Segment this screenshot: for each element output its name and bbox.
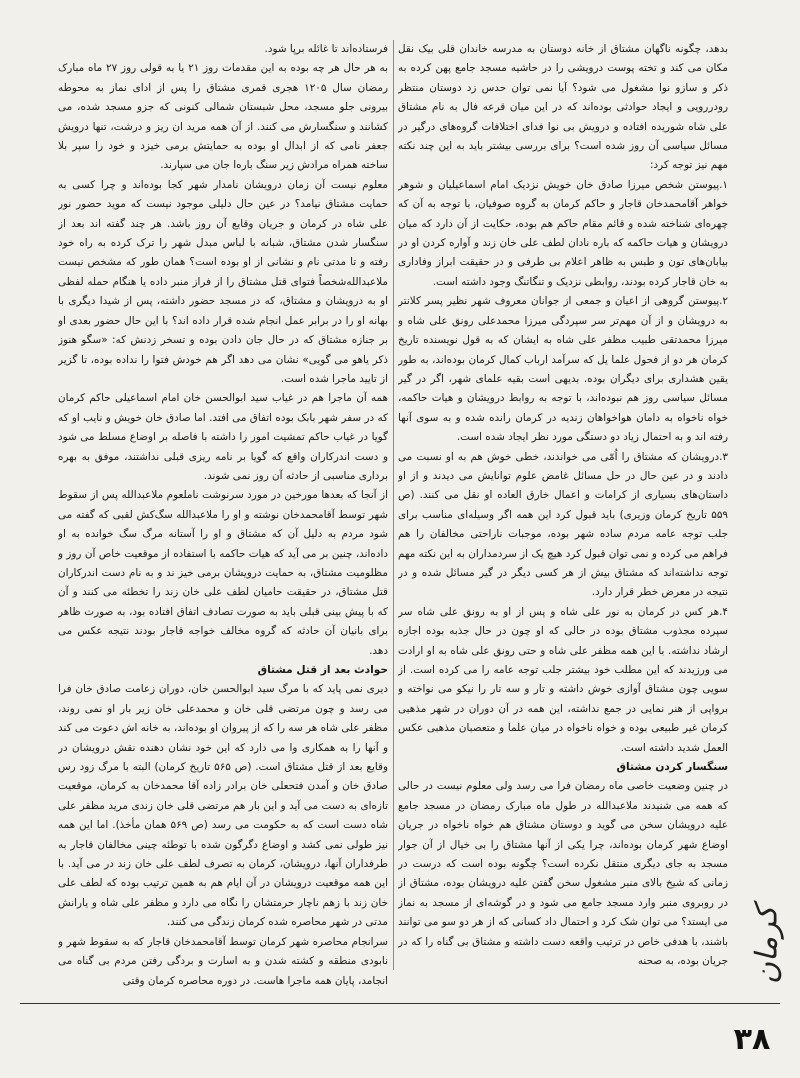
paragraph: ۳.درویشان که مشتاق را اُمّی می خواندند، خطی خوش هم به او نسبت می دادند و در عین حال در حل مسائل غامض علوم توانایش می دیدند و از او داستان‌های بسیاری از کرامات و اعمال خارق العاده او نقل می کنند. (ص ۵۵۹ تاریخ کرمان وزیری) باید قبول کرد این همه اگر وسیله‌ای مناسب برای جلب توجه عامه مردم ساده شهر بوده، موجبات ناراحتی مخالفان را هم فراهم می کرده و نمی توان قبول کرد هیچ یک از سردمداران به این نکته مهم توجه نداشته‌اند که مشتاق بیش از هر کسی دیگر در گیر مسائل شده و در نتیجه در معرض خطر قرار دارد. bbox=[398, 450, 728, 599]
paragraph: از آنجا که بعدها مورخین در مورد سرنوشت ناملعوم ملاعبدالله‌ پس از سقوط شهر توسط آقامحمدخان نوشته و او را ملاعبدالله‌ سگ‌کش لقبی که گفته می شود مردم به دلیل آن که مشتاق و او را آستانه مرگ سگ خوانده به او داده‌اند، چنین بر می آید که هیات حاکمه با استفاده از موقعیت خاص آن روز و مظلومیت مشتاق، به حمایت درویشان برمی خیز ند و به نام دست اندرکاران قتل مشتاق، در حقیقت حامیان لطف علی خان زند را تخطئه می کنند و آن که با پیش بینی قبلی باید به صورت تصادف اتفاق افتاده بود، به صورت ظاهر برای بانیان آن حادثه که گروه مخالف خواجه قاجار بودند نتیجه عکس می دهد. bbox=[58, 489, 388, 657]
section-heading: حوادث بعد از قتل مشتاق bbox=[257, 664, 388, 676]
page-number: ۳۸ bbox=[733, 1022, 771, 1057]
paragraph: سرانجام محاصره شهر کرمان توسط آقامحمدخان قاجار که به سقوط شهر و نابودی منطقه و کشته شدن و به اسارت و بردگی رفتن مردم بی گناه می انجامد، پایان همه ماجرا هاست. در دوره محاصره کرمان وقتی bbox=[58, 935, 388, 987]
paragraph: فرستاده‌اند تا غائله برپا شود. bbox=[264, 43, 388, 55]
paragraph: در چنین وضعیت خاصی ماه رمضان فرا می رسد ولی معلوم نیست در حالی که همه می شنیدند ملاعبدالله در طول ماه مبارک رمضان در مسجد جامع علیه درویشان سخن می گوید و دوستان مشتاق هم خواه ناخواه در جریان اوضاع شهر کرمان بوده‌اند، چرا یکی از آنها مشتاق را بی خیال از آن جوار مسجد به جای دیگری منتقل نکرده است؟ چگونه بوده است که درست در زمانی که شیخ بالای منبر مشغول سخن گفتن علیه درویشان بوده، مشتاق از در روبروی منبر وارد مسجد جامع می شود و در گوشه‌ای از مسجد به نماز می ایستد؟ می توان شک کرد و احتمال داد کسانی که از هر دو سو می توانند باشند، با هدفی خاص در ترتیب واقعه دست داشته و مشتاق بی گناه را که در جریان بوده، به صحنه bbox=[398, 780, 728, 968]
paragraph: معلوم نیست آن زمان درویشان نامدار شهر کجا بوده‌اند و چرا کسی به حمایت مشتاق نیامد؟ در عین حال دلیلی موجود نیست که موید حضور نور علی شاه در کرمان و جریان وقایع آن روز باشد. هر چند گفته اند بعد از سنگسار شدن مشتاق، شبانه با لباس مبدل شهر را ترک کرده به راه خود رفته و تا مدتی نام و نشانی از او بوده است؟ همان طور که مشخص نیست ملاعبدالله‌شخصاً فتوای قتل مشتاق را از فراز منبر داده یا هنگام حمله لفظی او به درویشان و مشتاق، که در مسجد حضور داشته، پس از شیدا دیگری با بهانه او را در برابر عمل انجام شده قرار داده اند؟ با این حال حضور بعدی او بر جنازه مشتاق که در حال جان دادن بوده و تسخر زدنش که: «سگو هنوز ذکر یاهو می گویی» نشان می دهد اگر هم خودش فتوا را نداده بوده، تا گزیر از تایید ماجرا شده است. bbox=[58, 178, 388, 385]
column-divider bbox=[393, 40, 394, 970]
section-heading: سنگسار کردن مشتاق bbox=[616, 761, 728, 774]
paragraph: ۲.پیوستن گروهی از اعیان و جمعی از جوانان معروف شهر نظیر پسر کلانتر به درویشان و از آن مهم‌تر سر سپردگی میرزا محمدعلی رونق علی شاه و میرزا محمدتقی طبیب مظفر علی شاه به ایشان که به قول نویسنده تاریخ کرمان هر دو از فحول علما یل که سرآمد ارباب کمال کرمان بوده‌اند، به طور یقین هشداری برای دیگران بوده. بدیهی است بقیه علمای شهر، اگر در گیر مسائل سیاسی روز هم نبوده‌اند، با توجه به روابط درویشان و هیات حاکمه، خواه ناخواه به دامان هواخواهان زندیه در کرمان رانده شده و به سوی آنها رفته اند و به احتمال زیاد دو دستگی مورد نظر ایجاد شده است. bbox=[398, 295, 728, 444]
footer-rule bbox=[20, 1003, 780, 1004]
paragraph: همه آن ماجرا هم در غیاب سید ابوالحسن خان امام اسماعیلی حاکم کرمان که در سفر شهر بابک بوده اتفاق می افتد. اما صادق خان خویش و نایب او که گویا در غیاب حاکم تمشیت امور را داشته با فاصله بر اوضاع مسلط می شود و دست اندرکاران واقع که گویا بر نامه ریزی قبلی نداشتند، موفق به بهره برداری مناسبی از حادثه آن روز نمی شوند. bbox=[58, 392, 388, 482]
right-text-column bbox=[398, 40, 728, 1045]
paragraph: بدهد، چگونه ناگهان مشتاق از خانه دوستان به مدرسه خاندان قلی بیک نقل مکان می کند و تخته پوست درویشی را در حاشیه مسجد جامع پهن کرده به ذکر و سازو نوا مشغول می شود؟ آیا نمی توان حدس زد دوستان منتظر رودررویی و ایجاد حوادثی بوده‌اند که در این میان قرعه فال به نام مشتاق علی شاه شوریده افتاده و درویش بی نوا فدای اختلافات گروه‌های درگیر در مسائل سیاسی آن روز شده است؟ برای بررسی بیشتر باید به این چند نکته مهم نیز توجه کرد: bbox=[398, 43, 728, 172]
magazine-logo bbox=[738, 880, 796, 1010]
left-text-column bbox=[58, 40, 388, 1045]
paragraph: دیری نمی پاید که با مرگ سید ابوالحسن خان، دوران زعامت صادق خان فرا می رسد و چون مرتضی قلی خان و محمدعلی خان زیر بار او نمی روند، مظفر علی شاه هر سه را که از پیروان او بوده‌اند، به خانه اش دعوت می کند و آنها را به همکاری وا می دارد که این خود نشان دهنده نقش درویشان در وقایع بعد از قتل مشتاق است. (ص ۵۶۵ تاریخ کرمان) البته با مرگ زود رس صادق خان و آمدن فتحعلی خان برادر زاده آقا محمدخان به کرمان، موقعیت تازه‌ای به دست می آید و این بار هم مرتضی قلی خان زندی مرید مظفر علی شاه دست است که به حکومت می رسد (ص ۵۶۹ همان مأخذ). اما این همه نیز طولی نمی کشد و اوضاع دگرگون شده با توطئه چینی مخالفان قاجار به طرفداران آنها، درویشان، کرمان به تصرف لطف علی خان زند در می آید. با این همه موقعیت درویشان در آن ایام هم به همین ترتیب بوده که لطف علی خان زند با زهم ناچار حرمتشان را نگاه می دارد و مظفر علی شاه و یارانش مدتی در شهر محاصره شده کرمان زندگی می کنند. bbox=[58, 683, 388, 929]
paragraph: به هر حال هر چه بوده به این مقدمات روز ۲۱ یا به قولی روز ۲۷ ماه مبارک رمضان سال ۱۲۰۵ هجری قمری مشتاق را پس از ادای نماز به محوطه بیرونی جلو مسجد، محل شبستان شمالی کنونی که جزو مسجد شده، می کشانند و سنگسارش می کنند. از آن همه مرید ان ریز و درشت، تنها درویش جعفر نامی که از ابدال او بوده به حمایتش برمی خیزد و خود را سپر بلا ساخته همراه مرادش زیر سنگ باره‌ا جان می سپارند. bbox=[58, 62, 388, 172]
paragraph: ۴.هر کس در کرمان به نور علی شاه و پس از او به رونق علی شاه سر سپرده مجذوب مشتاق بوده در حالی که او چون در حال جذبه بوده اجازه ارشاد نداشته. با این همه مظفر علی شاه و حتی رونق علی شاه به او ارادت می ورزیدند که این مطلب خود بیشتر جلب توجه عامه را می کرده است. از سویی چون مشتاق آوازی خوش داشته و تار و سه تار را نیکو می نواخته و برواپی از هنر نمایی در جمع نداشته، این همه در آن دوران در شهر مذهبی کرمان غیر طبیعی بوده و خواه ناخواه در میان علما و متعصبان مذهبی عکس العمل شدید داشته است. bbox=[398, 605, 728, 754]
paragraph: ۱.پیوستن شخص میرزا صادق خان خویش نزدیک امام اسماعیلیان و شوهر خواهر آقامحمدخان قاجار و حاکم کرمان به گروه صوفیان، با توجه به آن که چهره‌ای شناخته شده و قائم مقام حاکم هم بوده، حکایت از آن دارد که میان درویشان و هیات حاکمه که باره نادان لطف علی خان زند و آواره کردن او در بیابان‌های تون و طبس به ظاهر اعلام بی طرفی و در حقیقت ابراز وفاداری به خان قاجار کرده بودند، روابطی نزدیک و تنگاتنگ وجود داشته است. bbox=[398, 178, 728, 288]
logo-text: کرمان bbox=[749, 905, 785, 985]
